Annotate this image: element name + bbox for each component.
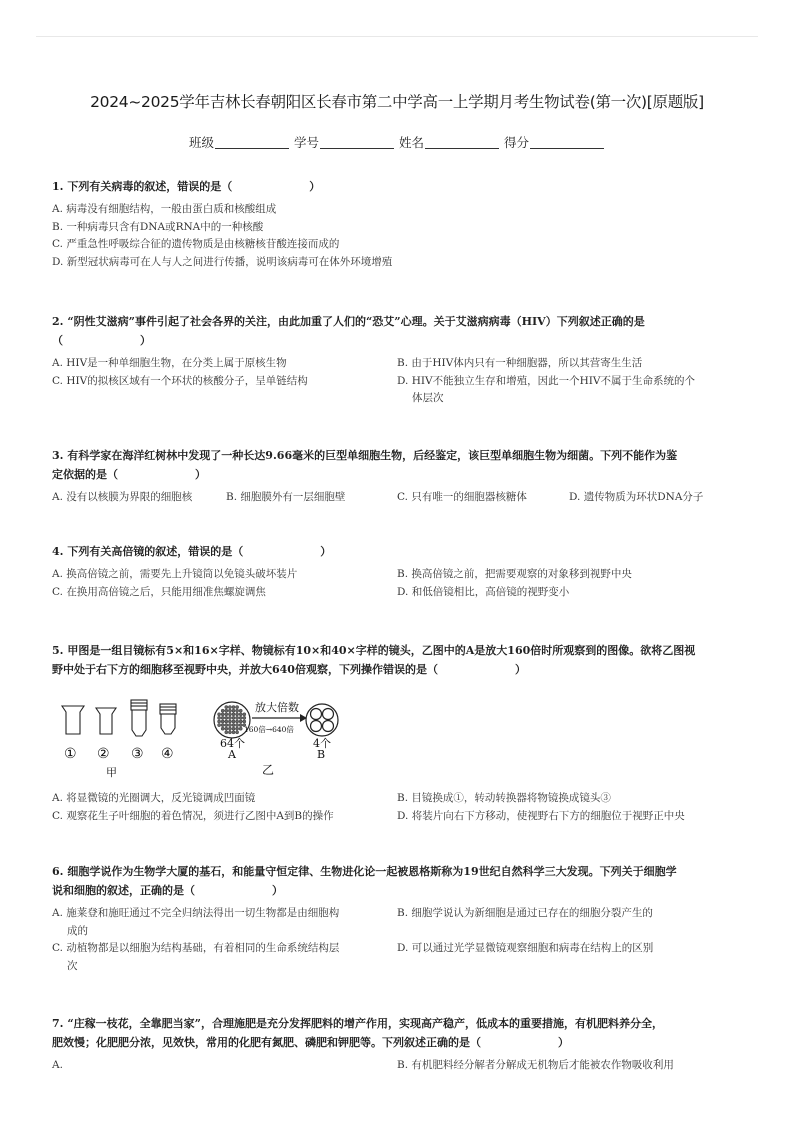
cell-dot (228, 720, 231, 723)
cell-dot (239, 720, 242, 723)
question-stem (52, 446, 742, 484)
class-label: 班级 (188, 135, 214, 150)
cell-dot (225, 709, 228, 712)
options-grid (52, 566, 742, 601)
option-text-continued: 成的 (67, 924, 88, 937)
stem-line-1: 2. “阴性艾滋病”事件引起了社会各界的关注，由此加重了人们的“恐艾”心理。关于艾滋病病毒（HIV）下列叙述正确的是 (52, 315, 645, 328)
cell-dot (239, 724, 242, 727)
cell-dot (228, 716, 231, 719)
lens-label-3: ③ (131, 746, 144, 762)
option-text: C. HIV的拟核区域有一个环状的核酸分子，呈单链结构 (52, 374, 308, 387)
cell-dot (225, 706, 228, 709)
cell-dot (236, 727, 239, 730)
view-b-circle (306, 704, 338, 736)
cell-dot (232, 716, 235, 719)
cell-dot (232, 709, 235, 712)
lens-3-icon (131, 700, 147, 736)
cell-dot (228, 709, 231, 712)
stem-line-2: 说和细胞的叙述，正确的是（ ） (52, 884, 283, 897)
arrow-label: 放大倍数 (255, 701, 299, 714)
option-text: B. 细胞学说认为新细胞是通过已存在的细胞分裂产生的 (397, 907, 653, 919)
cell-dot (239, 709, 242, 712)
option-d[interactable] (397, 373, 742, 408)
stem-line-1: 5. 甲图是一组目镜标有5×和16×字样、物镜标有10×和40×字样的镜头，乙图中的A是放大160倍时所观察到的图像。欲将乙图视 (52, 644, 696, 657)
lens-4-icon (160, 704, 176, 734)
question-stem (52, 312, 742, 350)
question-stem: 4. 下列有关高倍镜的叙述，错误的是（ ） (52, 545, 332, 558)
question-stem (52, 1014, 742, 1052)
question-stem (52, 641, 742, 679)
option-a[interactable]: A. (52, 1059, 63, 1071)
cell-dot (228, 713, 231, 716)
option-b[interactable]: B. 换高倍镜之前，把需要观察的对象移到视野中央 (397, 568, 632, 580)
cell-dot (236, 720, 239, 723)
option-b[interactable]: B. 一种病毒只含有DNA或RNA中的一种核酸 (52, 220, 264, 233)
stem-line-1: 7. “庄稼一枝花，全靠肥当家”，合理施肥是充分发挥肥料的增产作用，实现高产稳产，低成本的重要措施，有机肥料养分全， (52, 1017, 663, 1030)
lens-1-icon (62, 706, 84, 734)
cell-dot (232, 713, 235, 716)
stem-line-1: 3. 有科学家在海洋红树林中发现了一种长达9.66毫米的巨型单细胞生物，后经鉴定，该巨型单细胞生物为细菌。下列不能作为鉴 (52, 449, 678, 462)
option-c[interactable] (52, 373, 397, 408)
microscope-figure (52, 694, 352, 784)
option-a[interactable] (52, 355, 397, 373)
cell-dot (228, 724, 231, 727)
page-title: 2024~2025学年吉林长春朝阳区长春市第二中学高一上学期月考生物试卷(第一次)[原题版] (90, 93, 704, 111)
option-b[interactable] (397, 355, 742, 373)
cell-dot (236, 709, 239, 712)
cell-dot (243, 720, 246, 723)
question-2 (52, 312, 742, 408)
stem-line-2: （ ） (52, 334, 151, 347)
cell-dot (239, 727, 242, 730)
option-text: C. 动植物都是以细胞为结构基础，有着相同的生命系统结构层 (52, 942, 340, 954)
stem-line-2: 野中处于右下方的细胞移至视野中央，并放大640倍观察，下列操作错误的是（ ） (52, 663, 526, 676)
view-a-label: A (228, 748, 236, 761)
question-stem: 1. 下列有关病毒的叙述，错误的是（ ） (52, 180, 321, 193)
option-c[interactable]: C. 只有唯一的细胞器核糖体 (397, 491, 527, 503)
cell-dot (232, 720, 235, 723)
student-id-label: 学号 (293, 135, 319, 150)
cell-dot (243, 716, 246, 719)
cell-dot (228, 727, 231, 730)
cell-dot (225, 724, 228, 727)
option-a[interactable]: A. 将显微镜的光圈调大，反光镜调成凹面镜 (52, 792, 256, 804)
cell-dot (225, 731, 228, 734)
cell-dot (236, 731, 239, 734)
cell-dot (221, 720, 224, 723)
option-d[interactable]: D. 新型冠状病毒可在人与人之间进行传播，说明该病毒可在体外环境增殖 (52, 255, 393, 268)
option-d[interactable]: D. 将装片向右下方移动，使视野右下方的细胞位于视野正中央 (397, 809, 685, 822)
cell-dot (225, 720, 228, 723)
header-rule (36, 36, 758, 37)
cell-dot (232, 727, 235, 730)
cell-dot (232, 724, 235, 727)
lens-label-1: ① (64, 746, 77, 762)
question-4 (52, 542, 742, 601)
option-text: D. HIV不能独立生存和增殖，因此一个HIV不属于生命系统的个 (397, 374, 695, 387)
cell-dot (232, 731, 235, 734)
view-b-label: B (317, 748, 326, 761)
lens-label-4: ④ (161, 746, 174, 762)
option-c[interactable]: C. 观察花生子叶细胞的着色情况，须进行乙图中A到B的操作 (52, 809, 334, 822)
option-text: A. HIV是一种单细胞生物，在分类上属于原核生物 (52, 357, 287, 369)
options-grid (52, 355, 742, 408)
question-5 (52, 641, 742, 679)
question-5-options (52, 790, 742, 825)
cell-dot (228, 731, 231, 734)
stem-line-1: 6. 细胞学说作为生物学大厦的基石，和能量守恒定律、生物进化论一起被恩格斯称为19世纪自然科学三大发现。下列关于细胞学 (52, 865, 677, 878)
lens-2-icon (96, 708, 116, 734)
option-text: B. 由于HIV体内只有一种细胞器，所以其营寄生生活 (397, 357, 643, 369)
count-a-label: 64个 (220, 737, 245, 750)
cell-dot (221, 713, 224, 716)
question-stem (52, 862, 742, 900)
score-label: 得分 (503, 135, 529, 150)
name-blank[interactable] (425, 136, 499, 149)
score-blank[interactable] (530, 136, 604, 149)
cell-dot (239, 716, 242, 719)
student-id-blank[interactable] (320, 136, 394, 149)
cell-dot (236, 716, 239, 719)
option-a[interactable]: A. 换高倍镜之前，需要先上升镜筒以免镜头破坏装片 (52, 568, 298, 580)
question-6 (52, 862, 742, 975)
cell-dot (221, 709, 224, 712)
options-grid (52, 1057, 742, 1075)
options-grid (52, 905, 742, 975)
option-text-continued: 次 (67, 959, 78, 972)
option-b[interactable]: B. 目镜换成①，转动转换器将物镜换成镜头③ (397, 792, 611, 804)
count-b-label: 4个 (313, 737, 331, 750)
cell-dot (225, 716, 228, 719)
cell-dot (225, 727, 228, 730)
lens-label-2: ② (97, 746, 110, 762)
cell-dot (221, 716, 224, 719)
option-b[interactable] (397, 905, 742, 940)
cell-dot (243, 713, 246, 716)
option-text: A. 施莱登和施旺通过不完全归纳法得出一切生物都是由细胞构 (52, 907, 340, 919)
options-row (52, 489, 742, 507)
options-grid (52, 790, 742, 825)
question-3 (52, 446, 742, 507)
figure-jia-label: 甲 (106, 766, 117, 779)
stem-line-2: 肥效慢；化肥肥分浓，见效快，常用的化肥有氮肥、磷肥和钾肥等。下列叙述正确的是（ ） (52, 1036, 569, 1049)
option-text: D. 可以通过光学显微镜观察细胞和病毒在结构上的区别 (397, 942, 654, 954)
option-a[interactable] (52, 905, 397, 940)
cell-dot (221, 724, 224, 727)
cell-dot (225, 713, 228, 716)
question-1 (52, 177, 742, 271)
option-b[interactable]: B. 细胞膜外有一层细胞壁 (226, 491, 346, 503)
cell-dot (221, 727, 224, 730)
cell-dot (218, 720, 221, 723)
cell-dot (218, 713, 221, 716)
name-label: 姓名 (398, 135, 424, 150)
cell-dot (218, 716, 221, 719)
option-d[interactable]: D. 遗传物质为环状DNA分子 (569, 491, 704, 503)
stem-line-2: 定依据的是（ ） (52, 468, 206, 481)
cell-dot (232, 706, 235, 709)
option-a[interactable]: A. 没有以核膜为界限的细胞核 (52, 491, 193, 503)
option-c[interactable] (52, 940, 397, 975)
student-info-line (0, 133, 794, 151)
class-blank[interactable] (215, 136, 289, 149)
cell-dot (236, 706, 239, 709)
figure-yi-label: 乙 (262, 763, 275, 777)
option-d[interactable]: D. 和低倍镜相比，高倍镜的视野变小 (397, 585, 570, 598)
cell-dot (236, 713, 239, 716)
option-c[interactable]: C. 严重急性呼吸综合征的遗传物质是由核糖核苷酸连接而成的 (52, 238, 340, 250)
question-7 (52, 1014, 742, 1075)
option-b[interactable]: B. 有机肥料经分解者分解成无机物后才能被农作物吸收利用 (397, 1059, 674, 1071)
cell-dot (228, 706, 231, 709)
option-a[interactable]: A. 病毒没有细胞结构，一般由蛋白质和核酸组成 (52, 203, 277, 215)
option-text-continued: 体层次 (412, 392, 444, 404)
cell-dot (239, 713, 242, 716)
magnification-label: 160倍→640倍 (244, 725, 294, 734)
cell-dot (218, 724, 221, 727)
option-c[interactable]: C. 在换用高倍镜之后，只能用细准焦螺旋调焦 (52, 585, 266, 598)
option-d[interactable] (397, 940, 742, 975)
cell-dot (236, 724, 239, 727)
